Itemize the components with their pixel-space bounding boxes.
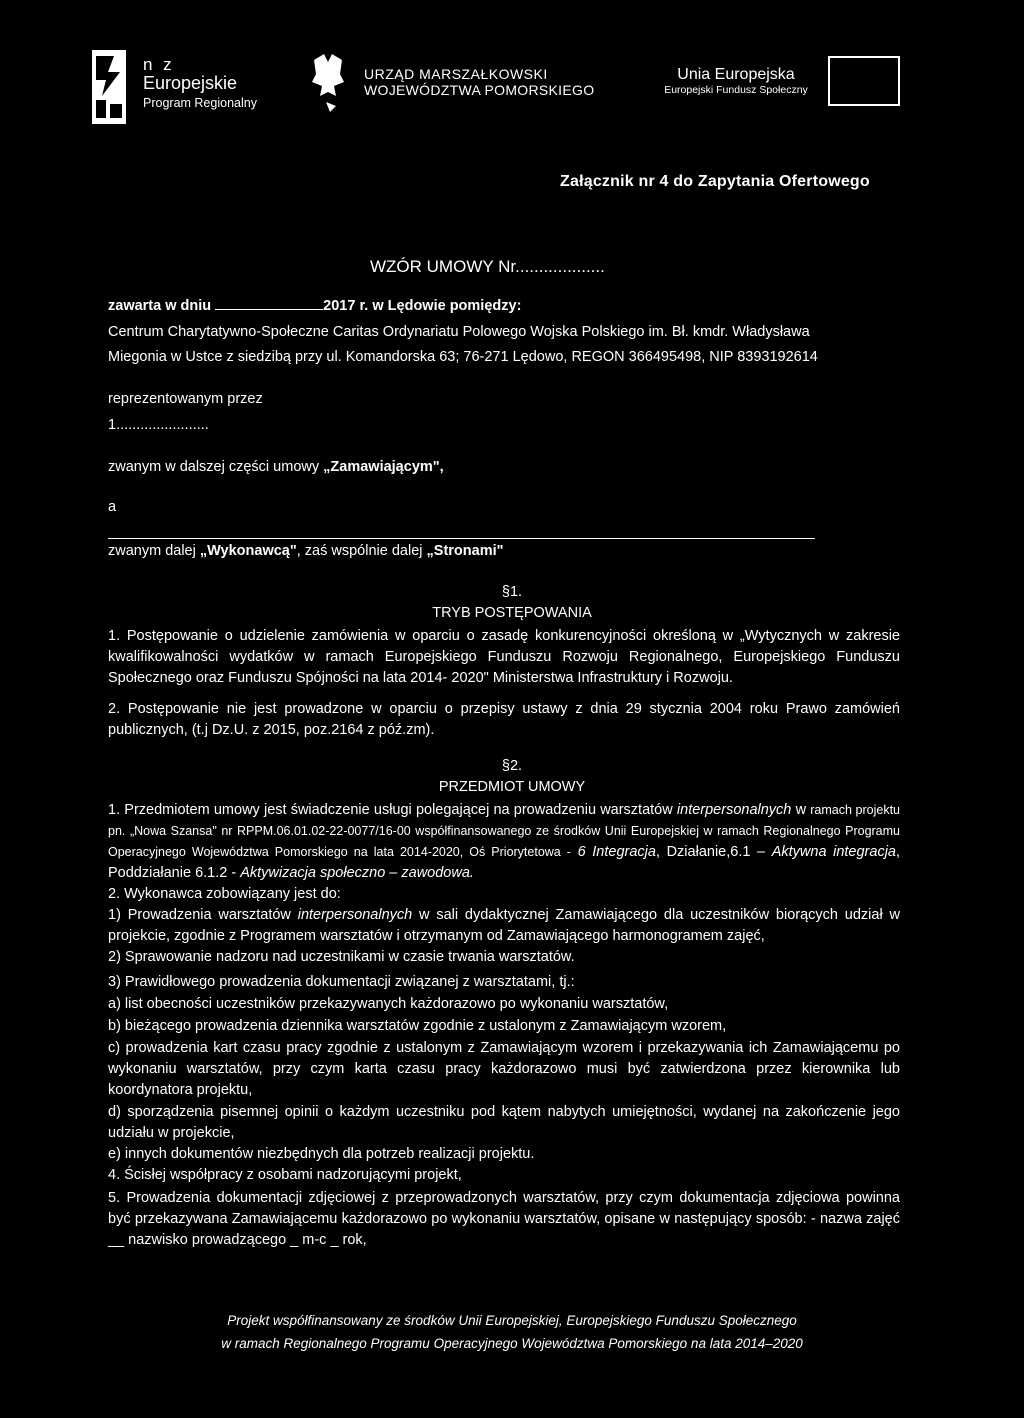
section1-paragraph1: 1. Postępowanie o udzielenie zamówienia w oparciu o zasadę konkurencyjności określoną w „Wytycznych w zakresie kwalifikowalności wydatków w ramach Europejskiego Funduszu Rozwoju Regionalnego, Europejskiego Funduszu Społecznego oraz Funduszu Spójności na lata 2014- 2020" Ministerstwa Infrastruktury i Rozwoju. <box>108 628 900 686</box>
ue-line2: Europejski Fundusz Społeczny <box>664 84 808 97</box>
section2-paragraph2: 2. Wykonawca zobowiązany jest do: <box>108 886 341 902</box>
s2-p1-b: w <box>795 802 807 818</box>
wyk-mid: , zaś wspólnie dalej <box>296 543 423 559</box>
intro-date-line <box>108 298 521 314</box>
attachment-label: Załącznik nr 4 do Zapytania Ofertowego <box>560 173 870 190</box>
conjunction-a: a <box>108 499 117 515</box>
urzad-marszalkowski <box>364 66 594 98</box>
wyk-prefix: zwanym dalej <box>108 543 196 559</box>
ue-line1: Unia Europejska <box>677 66 795 83</box>
zam-prefix: zwanym w dalszej części umowy <box>108 459 320 475</box>
s2-p1-c: , Działanie,6.1 – <box>655 844 766 860</box>
fundusze-europejskie-logo-icon <box>92 50 126 124</box>
section2-item-a: a) list obecności uczestników przekazywanych każdorazowo po wykonaniu warsztatów, <box>108 996 669 1012</box>
s2-p1-italic3: Aktywna integracja <box>771 844 896 860</box>
unia-europejska <box>650 66 822 96</box>
fe-line2: Europejskie <box>143 72 238 93</box>
date-blank <box>215 309 323 310</box>
section2-item5: 5. Prowadzenia dokumentacji zdjęciowej z przeprowadzonych warsztatów, przy czym dokumentacja zdjęciowa powinna być przekazywana Zamawiającemu każdorazowo po wykonaniu warsztatów, opisane w następujący sposób: - nazwa zajęć __ nazwisko prowadzącego _ m-c _ rok, <box>108 1190 900 1248</box>
fe-line3: Program Regionalny <box>143 95 257 110</box>
section2-item3: 3) Prawidłowego prowadzenia dokumentacji związanej z warsztatami, tj.: <box>108 974 575 990</box>
s2-p1-small: ramach projektu pn. „Nowa Szansa" nr RPPM.06.01.02-22-0077/16-00 współfinansowanego ze środków Unii Europejskiej w ramach Regionalnego Programu Operacyjnego Województwa Pomorskiego na lata 2014-2020, Oś Priorytetowa - <box>108 803 901 859</box>
s2-i1-a: 1) Prowadzenia warsztatów <box>108 907 291 923</box>
section2-title: PRZEDMIOT UMOWY <box>438 779 586 795</box>
section2-item1 <box>108 905 900 947</box>
zamawiajacy-line <box>108 459 444 475</box>
wyk-bold: „Wykonawcą" <box>199 543 297 559</box>
section2-number: §2. <box>501 758 523 774</box>
s2-i1-italic: interpersonalnych <box>297 907 413 923</box>
section1-title: TRYB POSTĘPOWANIA <box>432 605 592 621</box>
represented-by: reprezentowanym przez <box>108 391 263 407</box>
represented-item: 1....................... <box>108 417 209 433</box>
section2-item-d: d) sporządzenia pisemnej opinii o każdym uczestniku pod kątem nabytych umiejętności, wydanej na zakończenie jego udziału w projekcie, <box>108 1104 900 1141</box>
section2-item-c: c) prowadzenia kart czasu pracy zgodnie z ustalonym z Zamawiającym wzorem i przekazywania ich Zamawiającemu po wykonaniu warsztatów, przy czym karta czasu pracy każdorazowo musi być zatwierdzona przez kierownika lub koordynatora projektu, <box>108 1040 900 1098</box>
section2-paragraph1 <box>108 800 900 884</box>
signature-line <box>108 538 815 539</box>
s2-p1-italic4: Aktywizacja społeczno – zawodowa. <box>240 865 474 881</box>
s2-p1-italic: interpersonalnych <box>676 802 792 818</box>
section2-item4: 4. Ścisłej współpracy z osobami nadzorującymi projekt, <box>108 1167 462 1183</box>
s2-p1-a: 1. Przedmiotem umowy jest świadczenie usługi polegającej na prowadzeniu warsztatów <box>108 802 673 818</box>
s2-p1-d: , Poddziałanie 6.1.2 - <box>108 844 901 881</box>
s2-i1-b: w sali dydaktycznej Zamawiającego dla uczestników biorących udział w projekcie, zgodnie z Programem warsztatów i otrzymanym od Zamawiającego harmonogramem zajęć, <box>108 907 900 944</box>
eu-flag-icon <box>828 56 900 106</box>
date-suffix: 2017 r. w Lędowie pomiędzy: <box>323 298 522 314</box>
party1-line2: Miegonia w Ustce z siedzibą przy ul. Komandorska 63; 76-271 Lędowo, REGON 366495498, NIP 8393192614 <box>108 349 818 365</box>
s2-p1-italic2: 6 Integracja <box>577 844 656 860</box>
document-title: WZÓR UMOWY Nr................... <box>370 257 605 276</box>
section2-item-e: e) innych dokumentów niezbędnych dla potrzeb realizacji projektu. <box>108 1146 535 1162</box>
section2-item2: 2) Sprawowanie nadzoru nad uczestnikami w czasie trwania warsztatów. <box>108 949 575 965</box>
fe-text <box>143 56 257 110</box>
party1-line1: Centrum Charytatywno-Społeczne Caritas Ordynariatu Polowego Wojska Polskiego im. Bł. kmdr. Władysława <box>108 324 810 340</box>
pomorskie-eagle-icon <box>310 52 346 114</box>
section2-item-b: b) bieżącego prowadzenia dziennika warsztatów zgodnie z ustalonym z Zamawiającym wzorem, <box>108 1018 727 1034</box>
um-line2: WOJEWÓDZTWA POMORSKIEGO <box>364 82 595 99</box>
fe-line1: n z <box>143 55 175 74</box>
footer-line1: Projekt współfinansowany ze środków Unii Europejskiej, Europejskiego Funduszu Społecznego <box>227 1313 797 1328</box>
date-prefix: zawarta w dniu <box>108 298 212 314</box>
um-line1: URZĄD MARSZAŁKOWSKI <box>364 66 548 82</box>
wyk-bold2: „Stronami" <box>426 543 504 559</box>
footer-line2: w ramach Regionalnego Programu Operacyjnego Województwa Pomorskiego na lata 2014–2020 <box>221 1336 803 1351</box>
section1-number: §1. <box>501 584 523 600</box>
zam-bold: „Zamawiającym", <box>323 459 444 475</box>
header <box>0 40 1024 120</box>
wykonawca-line <box>108 543 504 559</box>
section1-paragraph2: 2. Postępowanie nie jest prowadzone w oparciu o przepisy ustawy z dnia 29 stycznia 2004 roku Prawo zamówień publicznych, (t.j Dz.U. z 2015, poz.2164 z póź.zm). <box>108 701 900 738</box>
